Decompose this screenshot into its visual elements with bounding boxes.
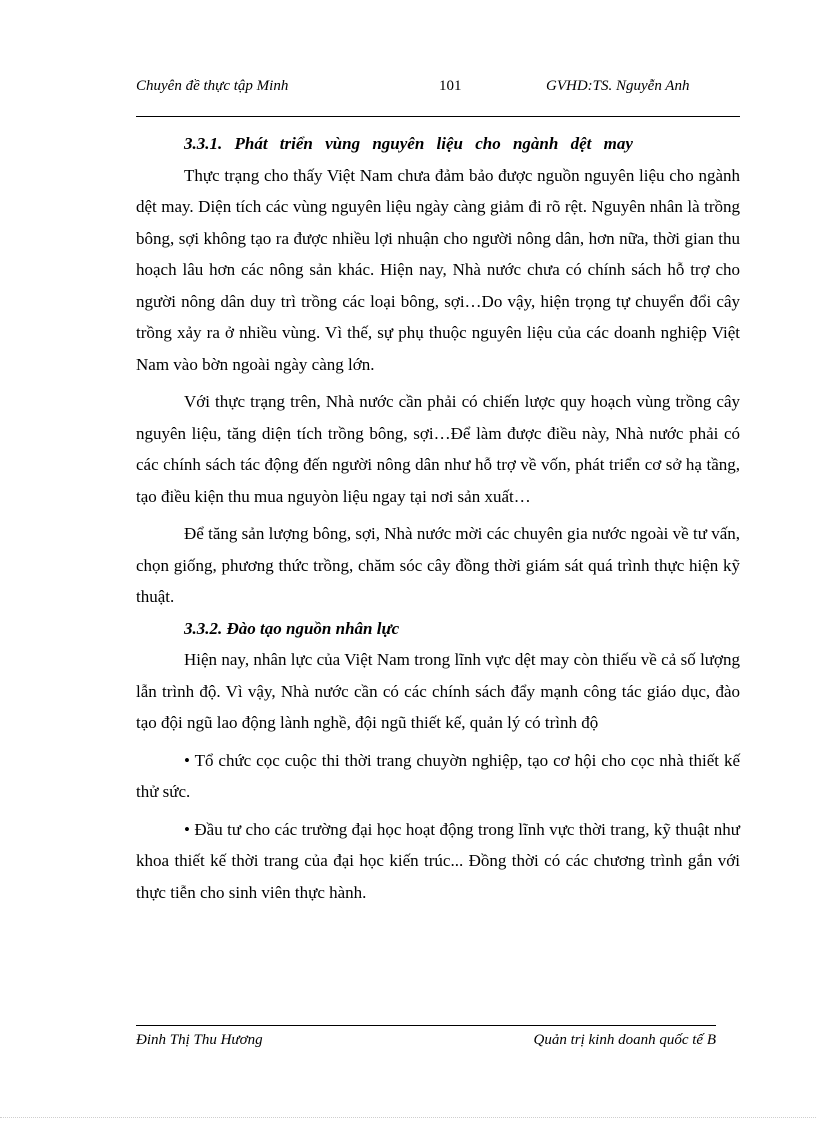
paragraph: Hiện nay, nhân lực của Việt Nam trong lĩnh vực dệt may còn thiếu về cả số lượng lẫn trình độ. Vì vậy, Nhà nước cần có các chính sách đẩy mạnh công tác giáo dục, đào tạo đội ngũ lao động lành nghề, đội ngũ thiết kế, quản lý có trình độ: [136, 650, 740, 732]
bullet-item: • Đầu tư cho các trường đại học hoạt động trong lĩnh vực thời trang, kỹ thuật như khoa thiết kế thời trang của đại học kiến trúc... Đồng thời có các chương trình gắn với thực tiễn cho sinh viên thực hành.: [136, 819, 740, 902]
page-header: [136, 76, 740, 117]
page-footer: [136, 1025, 716, 1048]
section-heading-3-3-2: 3.3.2. Đào tạo nguồn nhân lực: [184, 618, 400, 638]
paragraph: Để tăng sản lượng bông, sợi, Nhà nước mời các chuyên gia nước ngoài về tư vấn, chọn giống, phương thức trồng, chăm sóc cây đồng thời giám sát quá trình thực hiện kỹ thuật.: [136, 524, 740, 606]
section-heading-3-3-1: 3.3.1. Phát triển vùng nguyên liệu cho ngành dệt may: [184, 134, 633, 153]
footer-course: Quản trị kinh doanh quốc tế B: [533, 1032, 716, 1048]
header-right: GVHD:TS. Nguyễn Anh: [546, 78, 690, 94]
bullet-item: • Tổ chức cọc cuộc thi thời trang chuyờn nghiệp, tạo cơ hội cho cọc nhà thiết kế thử sức.: [136, 750, 740, 801]
paragraph: Với thực trạng trên, Nhà nước cần phải có chiến lược quy hoạch vùng trồng cây nguyên liệu, tăng diện tích trồng bông, sợi…Để làm được điều này, Nhà nước phải có các chính sách tác động đến người nông dân như hỗ trợ về vốn, phát triển cơ sở hạ tầng, tạo điều kiện thu mua nguyòn liệu ngay tại nơi sản xuất…: [136, 392, 740, 506]
footer-author: Đinh Thị Thu Hương: [136, 1032, 263, 1048]
document-body: [136, 128, 740, 908]
page-edge-divider: [0, 1117, 816, 1118]
paragraph: Thực trạng cho thấy Việt Nam chưa đảm bảo được nguồn nguyên liệu cho ngành dệt may. Diện tích các vùng nguyên liệu ngày càng giảm đi rõ rệt. Nguyên nhân là trồng bông, sợi không tạo ra được nhiều lợi nhuận cho người nông dân, hơn nữa, thời gian thu hoạch lâu hơn các nông sản khác. Hiện nay, Nhà nước chưa có chính sách hỗ trợ cho người nông dân duy trì trồng các loại bông, sợi…Do vậy, hiện trọng tự chuyển đổi cây trồng xảy ra ở nhiều vùng. Vì thế, sự phụ thuộc nguyên liệu của các doanh nghiệp Việt Nam vào bờn ngoài ngày càng lớn.: [136, 165, 740, 374]
page-number: 101: [439, 78, 462, 94]
header-left: Chuyên đề thực tập Minh: [136, 78, 289, 94]
